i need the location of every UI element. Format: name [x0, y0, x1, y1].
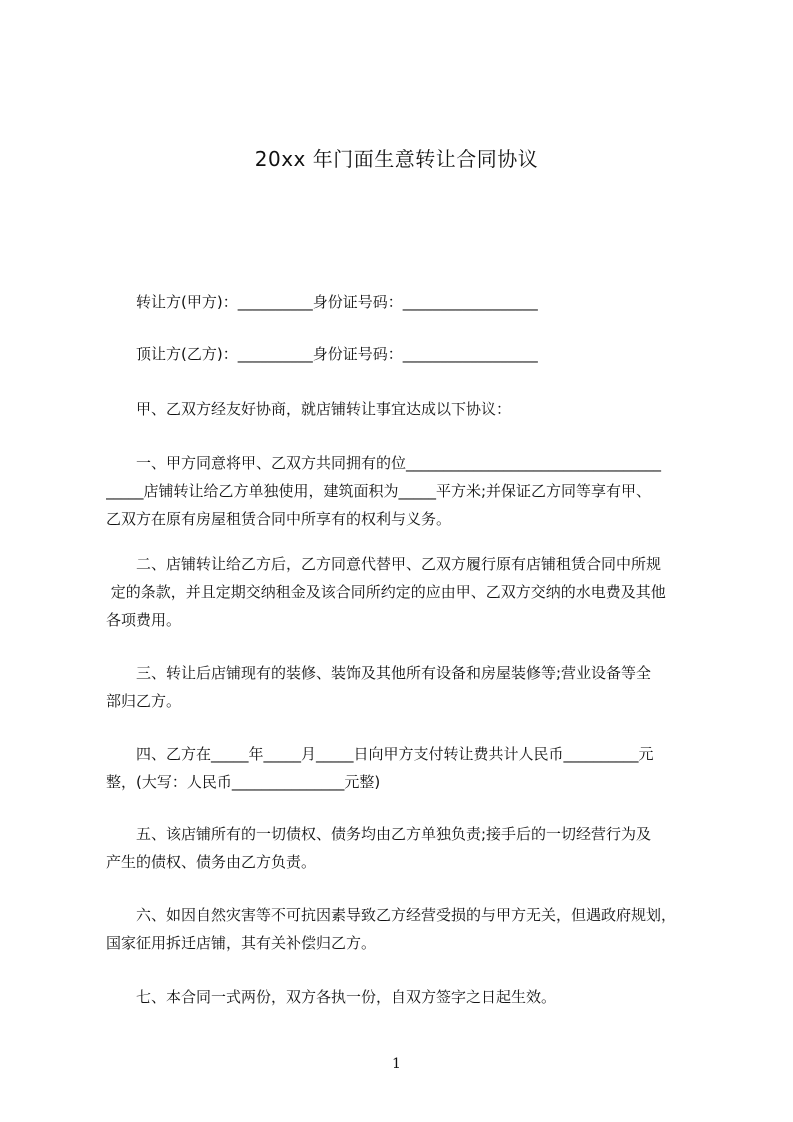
paragraph-line: 国家征用拆迁店铺，其有关补偿归乙方。	[106, 934, 377, 952]
party-b-paragraph	[106, 340, 702, 368]
paragraph-line: 三、转让后店铺现有的装修、装饰及其他所有设备和房屋装修等;营业设备等全	[136, 664, 652, 682]
paragraph-line: 五、该店铺所有的一切债权、债务均由乙方单独负责;接手后的一切经营行为及	[136, 825, 652, 843]
paragraph-line: 甲、乙双方经友好协商，就店铺转让事宜达成以下协议：	[136, 400, 512, 418]
clause-3-paragraph	[106, 659, 702, 715]
paragraph-line: 六、如因自然灾害等不可抗因素导致乙方经营受损的与甲方无关，但遇政府规划，	[136, 906, 677, 924]
intro-paragraph	[106, 395, 702, 423]
paragraph-line: 四、乙方在_____年_____月_____日向甲方支付转让费共计人民币__________元	[136, 745, 654, 763]
paragraph-line: 一、甲方同意将甲、乙双方共同拥有的位__________________________________	[136, 454, 662, 472]
paragraph-line: 七、本合同一式两份，双方各执一份，自双方签字之日起生效。	[136, 988, 557, 1006]
page-number: 1	[392, 1056, 401, 1072]
clause-6-paragraph	[106, 901, 702, 957]
paragraph-line: 部归乙方。	[106, 692, 182, 710]
document-title: 20xx 年门面生意转让合同协议	[254, 147, 539, 171]
paragraph-line: _____店铺转让给乙方单独使用，建筑面积为_____平方米;并保证乙方同等享有甲、	[106, 482, 652, 500]
paragraph-line: 定的条款，并且定期交纳租金及该合同所约定的应由甲、乙双方交纳的水电费及其他	[106, 583, 666, 601]
paragraph-line: 产生的债权、债务由乙方负责。	[106, 853, 317, 871]
paragraph-line: 顶让方(乙方)：__________身份证号码：__________________	[136, 345, 538, 363]
clause-7-paragraph	[106, 983, 702, 1011]
clause-5-paragraph	[106, 820, 702, 876]
party-a-paragraph	[106, 288, 702, 316]
paragraph-line: 各项费用。	[106, 611, 182, 629]
clause-4-paragraph	[106, 740, 702, 796]
clause-2-paragraph	[106, 550, 702, 634]
paragraph-line: 整，(大写：人民币_______________元整)	[106, 773, 381, 791]
paragraph-line: 转让方(甲方)：__________身份证号码：__________________	[136, 293, 538, 311]
clause-1-paragraph	[106, 449, 702, 533]
paragraph-line: 二、店铺转让给乙方后，乙方同意代替甲、乙双方履行原有店铺租赁合同中所规	[136, 555, 662, 573]
paragraph-line: 乙双方在原有房屋租赁合同中所享有的权利与义务。	[106, 510, 452, 528]
